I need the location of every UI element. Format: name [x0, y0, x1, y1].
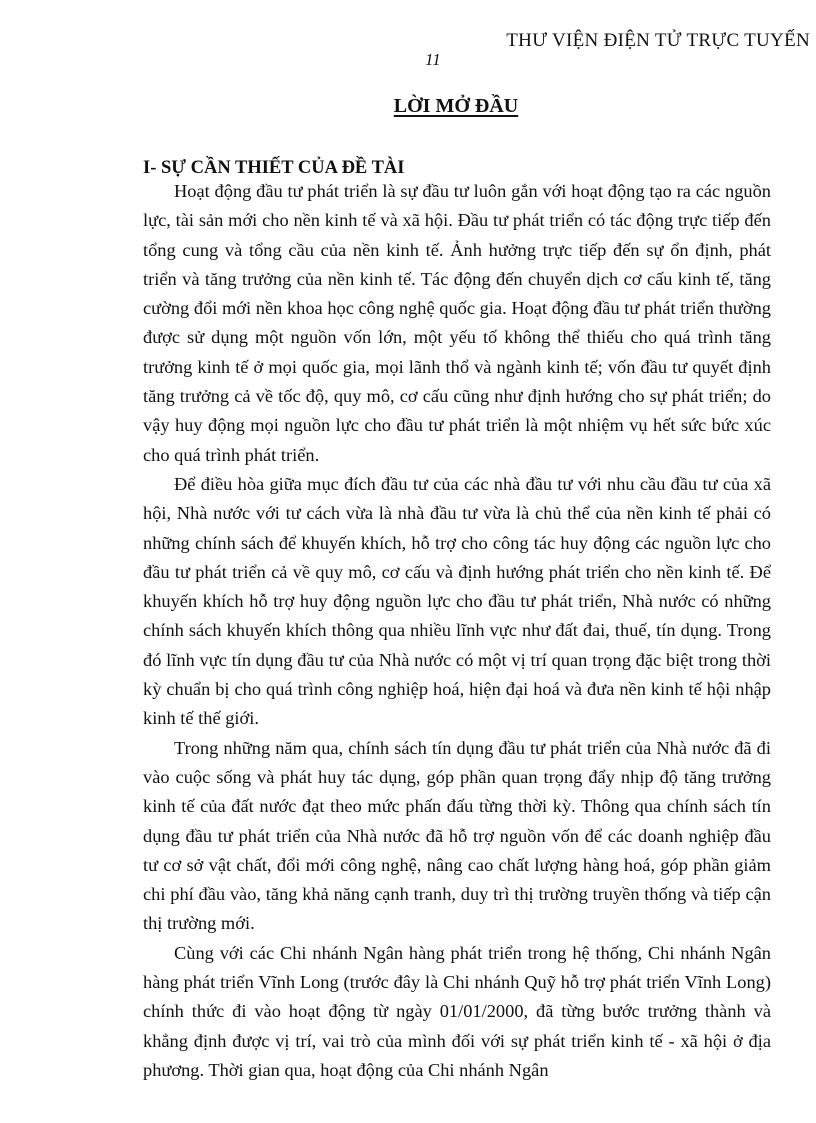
header-brand: THƯ VIỆN ĐIỆN TỬ TRỰC TUYẾN [506, 30, 810, 51]
paragraph: Hoạt động đầu tư phát triển là sự đầu tư luôn gắn với hoạt động tạo ra các nguồn lực, tài sản mới cho nền kinh tế và xã hội. Đầu tư phát triển có tác động trực tiếp đến tổng cung và tổng cầu của nền kinh tế. Ảnh hưởng trực tiếp đến sự ổn định, phát triển và tăng trưởng của nền kinh tế. Tác động đến chuyển dịch cơ cấu kinh tế, tăng cường đổi mới nền khoa học công nghệ quốc gia. Hoạt động đầu tư phát triển thường được sử dụng một nguồn vốn lớn, một yếu tố không thể thiếu cho quá trình tăng trưởng kinh tế ở mọi quốc gia, mọi lãnh thổ và ngành kinh tế; vốn đầu tư quyết định tăng trưởng cả về tốc độ, quy mô, cơ cấu cũng như định hướng cho sự phát triển; do vậy huy động mọi nguồn lực cho đầu tư phát triển là một nhiệm vụ hết sức bức xúc cho quá trình phát triển. [143, 181, 771, 465]
document-title [0, 95, 816, 118]
paragraph: Trong những năm qua, chính sách tín dụng đầu tư phát triển của Nhà nước đã đi vào cuộc sống và phát huy tác dụng, góp phần quan trọng đẩy nhịp độ tăng trưởng kinh tế của đất nước đạt theo mức phấn đấu từng thời kỳ. Thông qua chính sách tín dụng đầu tư phát triển của Nhà nước đã hỗ trợ nguồn vốn để các doanh nghiệp đầu tư cơ sở vật chất, đổi mới công nghệ, nâng cao chất lượng hàng hoá, góp phần giảm chi phí đầu vào, tăng khả năng cạnh tranh, duy trì thị trường truyền thống và tiếp cận thị trường mới. [143, 737, 771, 934]
document-title-text: LỜI MỞ ĐẦU [393, 95, 519, 117]
paragraph: Cùng với các Chi nhánh Ngân hàng phát triển trong hệ thống, Chi nhánh Ngân hàng phát triển Vĩnh Long (trước đây là Chi nhánh Quỹ hỗ trợ phát triển Vĩnh Long) chính thức đi vào hoạt động từ ngày 01/01/2000, đã từng bước trưởng thành và khẳng định được vị trí, vai trò của mình đối với sự phát triển kinh tế - xã hội ở địa phương. Thời gian qua, hoạt động của Chi nhánh Ngân [143, 942, 771, 1080]
body-text [143, 177, 771, 1085]
section-heading: I- SỰ CẦN THIẾT CỦA ĐỀ TÀI [143, 158, 405, 178]
paragraph: Để điều hòa giữa mục đích đầu tư của các nhà đầu tư với nhu cầu đầu tư của xã hội, Nhà nước với tư cách vừa là nhà đầu tư vừa là chủ thể của nền kinh tế phải có những chính sách để khuyến khích, hỗ trợ cho công tác huy động các nguồn lực cho đầu tư phát triển cả về quy mô, cơ cấu và định hướng phát triển cho nền kinh tế. Để khuyến khích hỗ trợ huy động nguồn lực cho đầu tư phát triển, Nhà nước có những chính sách khuyến khích thông qua nhiều lĩnh vực như đất đai, thuế, tín dụng. Trong đó lĩnh vực tín dụng đầu tư của Nhà nước có một vị trí quan trọng đặc biệt trong thời kỳ chuẩn bị cho quá trình công nghiệp hoá, hiện đại hoá và đưa nền kinh tế hội nhập kinh tế thế giới. [143, 473, 771, 729]
page-number: 11 [425, 50, 441, 69]
